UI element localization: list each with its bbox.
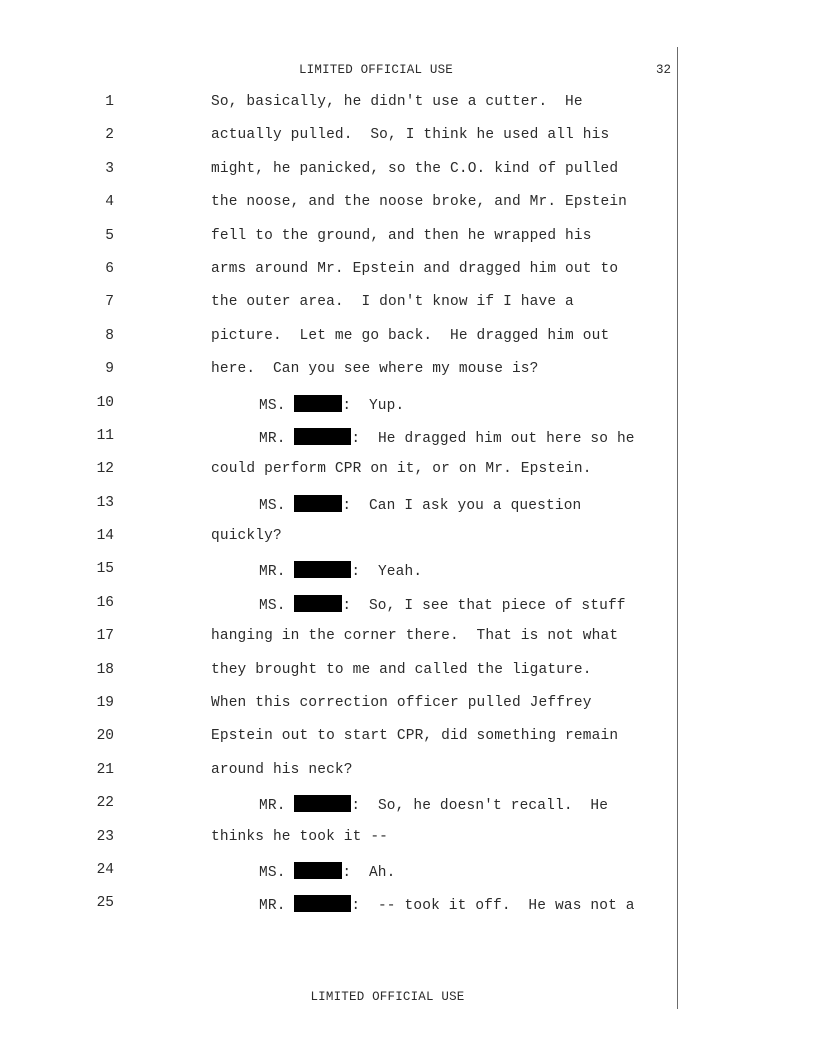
- line-number: 21: [96, 761, 114, 778]
- line-text: here. Can you see where my mouse is?: [211, 361, 539, 378]
- speaker-title: MS.: [259, 597, 295, 614]
- transcript-line: [0, 793, 700, 826]
- speaker-text: : Can I ask you a question: [342, 497, 582, 514]
- speaker-text: : He dragged him out here so he: [351, 430, 635, 447]
- line-number: 6: [105, 260, 114, 277]
- line-number: 19: [96, 695, 114, 712]
- line-text: could perform CPR on it, or on Mr. Epstein.: [211, 461, 592, 478]
- page-number: 32: [655, 63, 671, 77]
- line-number: 25: [96, 895, 114, 912]
- redaction-box: [294, 561, 351, 578]
- line-number: 17: [96, 628, 114, 645]
- transcript-line: [0, 893, 700, 926]
- speaker-text: : Ah.: [342, 864, 396, 881]
- speaker-title: MS.: [259, 864, 295, 881]
- transcript-line: [0, 393, 700, 426]
- line-number: 16: [96, 594, 114, 611]
- speaker-line: [259, 795, 608, 814]
- line-number: 10: [96, 394, 114, 411]
- header-classification: LIMITED OFFICIAL USE: [298, 63, 454, 77]
- redaction-box: [294, 795, 351, 812]
- transcript-line: [0, 827, 700, 860]
- line-number: 14: [96, 528, 114, 545]
- redaction-box: [294, 495, 342, 512]
- redaction-box: [294, 428, 351, 445]
- transcript-line: [0, 192, 700, 225]
- line-number: 4: [105, 194, 114, 211]
- speaker-text: : So, he doesn't recall. He: [351, 798, 609, 815]
- line-text: they brought to me and called the ligature.: [211, 661, 592, 678]
- transcript-line: [0, 326, 700, 359]
- speaker-line: [259, 395, 404, 414]
- transcript-line: [0, 726, 700, 759]
- line-text: Epstein out to start CPR, did something remain: [211, 728, 619, 745]
- line-number: 12: [96, 461, 114, 478]
- speaker-line: [259, 895, 635, 914]
- transcript-line: [0, 426, 700, 459]
- transcript-line: [0, 626, 700, 659]
- line-text: fell to the ground, and then he wrapped his: [211, 227, 592, 244]
- transcript-line: [0, 259, 700, 292]
- speaker-text: : So, I see that piece of stuff: [342, 597, 626, 614]
- speaker-line: [259, 561, 422, 580]
- speaker-line: [259, 495, 581, 514]
- line-number: 23: [96, 828, 114, 845]
- transcript-line: [0, 359, 700, 392]
- line-number: 3: [105, 160, 114, 177]
- line-text: might, he panicked, so the C.O. kind of pulled: [211, 160, 619, 177]
- redaction-box: [294, 895, 351, 912]
- speaker-text: : -- took it off. He was not a: [351, 898, 635, 915]
- line-text: hanging in the corner there. That is not what: [211, 628, 619, 645]
- transcript-line: [0, 159, 700, 192]
- transcript-line: [0, 593, 700, 626]
- transcript-line: [0, 526, 700, 559]
- speaker-title: MR.: [259, 430, 295, 447]
- line-number: 15: [96, 561, 114, 578]
- line-text: thinks he took it --: [211, 828, 389, 845]
- speaker-title: MR.: [259, 798, 295, 815]
- line-number: 11: [96, 427, 114, 444]
- transcript-line: [0, 459, 700, 492]
- transcript-line: [0, 559, 700, 592]
- line-text: arms around Mr. Epstein and dragged him out to: [211, 260, 619, 277]
- line-text: When this correction officer pulled Jeffrey: [211, 695, 592, 712]
- line-text: actually pulled. So, I think he used all his: [211, 127, 610, 144]
- transcript-line: [0, 493, 700, 526]
- line-text: picture. Let me go back. He dragged him out: [211, 327, 610, 344]
- line-text: around his neck?: [211, 761, 353, 778]
- speaker-title: MS.: [259, 497, 295, 514]
- speaker-line: [259, 862, 396, 881]
- speaker-text: : Yeah.: [351, 564, 423, 581]
- line-number: 9: [105, 361, 114, 378]
- redaction-box: [294, 395, 342, 412]
- footer-classification: LIMITED OFFICIAL USE: [310, 990, 465, 1004]
- transcript-lines: [0, 92, 700, 927]
- speaker-title: MS.: [259, 397, 295, 414]
- redaction-box: [294, 862, 342, 879]
- line-text: the noose, and the noose broke, and Mr. Epstein: [211, 194, 628, 211]
- line-number: 7: [105, 294, 114, 311]
- transcript-line: [0, 660, 700, 693]
- transcript-line: [0, 860, 700, 893]
- line-text: quickly?: [211, 528, 282, 545]
- line-text: So, basically, he didn't use a cutter. He: [211, 94, 583, 110]
- speaker-line: [259, 428, 635, 447]
- transcript-line: [0, 760, 700, 793]
- line-number: 13: [96, 494, 114, 511]
- line-text: the outer area. I don't know if I have a: [211, 294, 574, 311]
- line-number: 1: [105, 94, 114, 110]
- line-number: 18: [96, 661, 114, 678]
- line-number: 20: [96, 728, 114, 745]
- transcript-line: [0, 292, 700, 325]
- line-number: 2: [105, 127, 114, 144]
- transcript-line: [0, 125, 700, 158]
- line-number: 24: [96, 861, 114, 878]
- line-number: 5: [105, 227, 114, 244]
- transcript-line: [0, 226, 700, 259]
- speaker-text: : Yup.: [342, 397, 405, 414]
- speaker-title: MR.: [259, 898, 295, 915]
- line-number: 8: [105, 327, 114, 344]
- transcript-line: [0, 693, 700, 726]
- line-number: 22: [96, 795, 114, 812]
- speaker-line: [259, 595, 626, 614]
- transcript-line: [0, 92, 700, 125]
- redaction-box: [294, 595, 342, 612]
- speaker-title: MR.: [259, 564, 295, 581]
